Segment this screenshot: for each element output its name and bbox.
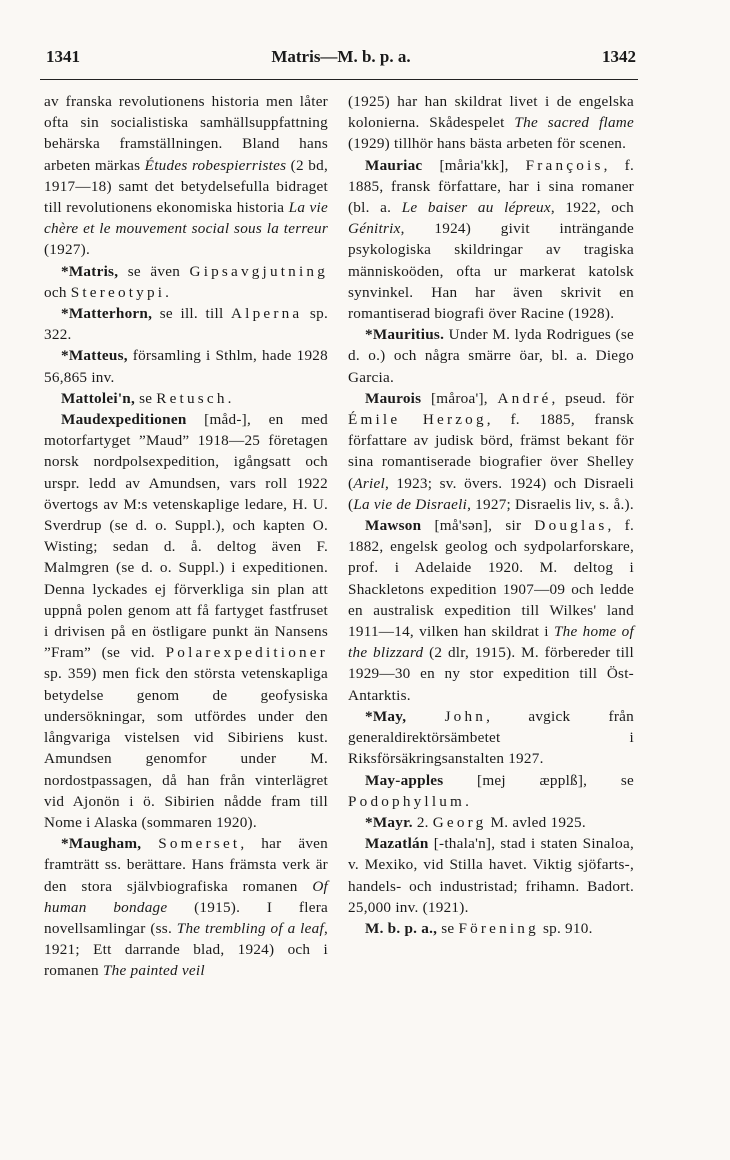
entry-headword: Maudexpeditionen (61, 411, 187, 429)
entry-text: , 1924) givit inträngande psykologiska skildringar av tragiska människoöden, ofta ur markerat katolsk synvinkel. Han har även skrivit en romantiserad biografi över Racine (1928). (348, 220, 634, 323)
page-number-left: 1341 (46, 47, 80, 66)
spaced-name: Polarexpeditioner (165, 644, 328, 662)
entry-headword: *Matris, (61, 262, 119, 280)
entry-headword: Mazatlán (365, 835, 429, 853)
entry-text: (1929) tillhör hans bästa arbeten för scenen. (348, 135, 627, 153)
spaced-name: Förening (458, 919, 539, 937)
italic-title: Études robespierristes (144, 156, 287, 174)
entry-headword: Mattolei'n, (61, 389, 136, 407)
entry-text: (2 bd, 1917—18) samt det betydelsefulla bidraget till revolutionens ekonomiska historia (44, 156, 328, 217)
entry-text (406, 708, 444, 725)
dictionary-entry (348, 324, 634, 388)
entry-text: se även (118, 262, 190, 280)
entry-headword: May-apples (365, 771, 444, 789)
spaced-name: André (497, 389, 552, 407)
entry-text: 2. (412, 813, 433, 831)
dictionary-entry (44, 345, 328, 387)
italic-title: The home of the blizzard (348, 623, 634, 662)
entry-text: , 1927; Disraelis liv, s. å.). (467, 495, 634, 513)
entry-text (141, 835, 158, 852)
dictionary-entry (348, 833, 634, 918)
spaced-name: Podophyllum (348, 792, 466, 810)
dictionary-entry (44, 409, 328, 833)
entry-headword: *May, (365, 707, 407, 725)
entry-headword: *Maugham, (61, 835, 142, 853)
italic-title: Génitrix (348, 220, 401, 238)
entry-text: , 1923; sv. övers. 1924) och Disraeli ( (348, 474, 634, 513)
entry-text: av franska revolutionens historia men låter ofta sin socialistiska samhällsuppfattning behärska framställningen. Bland hans arbeten märkas (44, 93, 328, 174)
right-column (348, 91, 634, 939)
entry-text: sp. 359) men fick den största vetenskapliga betydelse genom de geofysiska undersökningar, som utfördes under den långvariga vistelsen vid Sibiriens kust. Amundsen genomfor under M. nordostpassagen, då han från vinterlägret vid Ajonön i ö. Sibirien nådde fram till Nome i Alaska (sommaren 1920). (44, 665, 328, 831)
italic-title: La vie chère et le mouvement social sous la terreur (44, 199, 328, 238)
entry-text: (1927). (44, 241, 91, 259)
entry-headword: *Mauritius. (365, 326, 445, 344)
italic-title: Of human bondage (44, 877, 328, 916)
entry-text: . (165, 283, 170, 301)
entry-text: och (44, 283, 71, 301)
italic-title: La vie de Disraeli (353, 495, 468, 513)
spaced-name: Somerset (158, 835, 241, 853)
entry-text: [mej æpplß], se (443, 771, 634, 789)
entry-headword: *Matteus, (61, 347, 128, 365)
entry-text: (1915). I flera novellsamlingar (ss. (44, 898, 328, 937)
entry-headword: *Matterhorn, (61, 305, 153, 323)
entry-text: [må'sən], sir (421, 517, 535, 535)
entry-headword: Mauriac (365, 156, 423, 174)
italic-title: The painted veil (102, 962, 205, 980)
dictionary-entry (348, 770, 634, 812)
spaced-name: Retusch (156, 389, 228, 407)
entry-text: [måroa'], (421, 389, 498, 407)
entry-headword: Mawson (365, 517, 422, 535)
dictionary-entry (348, 155, 634, 325)
spaced-name: John (444, 707, 487, 725)
entry-text: [-thala'n], stad i staten Sinaloa, v. Mexiko, vid Stilla havet. Viktig sjöfarts-, handels- och industristad; frihamn. Badort. 25,000 inv. (1921). (348, 835, 634, 916)
dictionary-entry (348, 812, 634, 833)
entry-text: [måria'kk], (422, 156, 526, 174)
entry-text: sp. 910. (538, 919, 593, 937)
running-header (46, 47, 636, 77)
italic-title: The sacred flame (514, 114, 634, 132)
entry-text: , f. 1885, fransk författare, har i sina romaner (bl. a. (348, 156, 634, 217)
continued-paragraph (348, 91, 634, 155)
entry-text: , pseud. för (551, 389, 634, 407)
entry-text: (1925) har han skildrat livet i de engelska kolonierna. Skådespelet (348, 93, 634, 132)
italic-title: Ariel (353, 474, 385, 492)
header-rule (40, 79, 638, 80)
dictionary-entry (348, 388, 634, 515)
spaced-name: François (525, 156, 604, 174)
italic-title: The trembling of a leaf (176, 919, 324, 937)
italic-title: Le baiser au lépreux (401, 199, 551, 217)
entry-text: . (227, 389, 232, 407)
dictionary-entry (348, 918, 634, 939)
spaced-name: Georg (432, 813, 487, 831)
spaced-name: Gipsavgjutning (189, 262, 328, 280)
page-number-right: 1342 (602, 47, 636, 66)
entry-text: , f. 1885, fransk författare av judisk börd, främst bekant för sina romantiserade biografier över Shelley ( (348, 411, 634, 492)
dictionary-entry (44, 303, 328, 345)
entry-text: . (465, 792, 470, 810)
entry-text: församling i Sthlm, hade 1928 56,865 inv. (44, 347, 328, 386)
dictionary-entry (44, 261, 328, 303)
left-column (44, 91, 328, 982)
dictionary-entry (44, 833, 328, 981)
dictionary-entry (348, 515, 634, 706)
entry-text: sp. 322. (44, 305, 328, 344)
running-title: Matris—M. b. p. a. (271, 47, 411, 66)
entry-text: (2 dlr, 1915). M. förbereder till 1929—30 en ny stor expedition till Öst-Antarktis. (348, 644, 634, 704)
dictionary-entry (44, 388, 328, 409)
entry-text: se (437, 919, 459, 937)
entry-text: Under M. lyda Rodrigues (se d. o.) och några smärre öar, bl. a. Diego Garcia. (348, 326, 634, 386)
spaced-name: Stereotypi (70, 283, 166, 301)
entry-headword: *Mayr. (365, 813, 413, 831)
spaced-name: Alperna (231, 305, 303, 323)
dictionary-entry (348, 706, 634, 770)
entry-text: , 1922, och (550, 199, 634, 217)
entry-text: , avgick från generaldirektörsämbetet i Riksförsäkringsanstalten 1927. (348, 707, 635, 768)
entry-headword: Maurois (365, 389, 422, 407)
entry-text: , f. 1882, engelsk geolog och sydpolarforskare, prof. i Adelaide 1920. M. deltog i Shackletons expedition 1907—09 och ledde en australisk expedition till Wilkes' land 1911—14, vilken han skildrat i (348, 517, 634, 641)
entry-text: se (135, 389, 157, 407)
continued-paragraph (44, 91, 328, 261)
entry-text: , 1921; Ett darrande blad, 1924) och i romanen (44, 919, 328, 980)
spaced-name: Émile Herzog (348, 411, 487, 429)
entry-text: [måd-], en med motorfartyget ”Maud” 1918—25 företagen norsk nordpolsexpedition, igångsatt och urspr. ledd av Amundsen, vars roll 1922 övertogs av M:s vetenskaplige ledare, H. U. Sverdrup (se d. o. Suppl.), och kapten O. Wisting; sedan d. å. deltog även F. Malmgren (se d. o. Suppl.) i expeditionen. Denna lyckades ej förverkliga sin plan att uppnå polen genom att få fartyget fastfruset i drivisen på en östligare punkt än Nansens ”Fram” (se vid. (44, 411, 328, 662)
entry-text: se ill. till (152, 305, 232, 323)
spaced-name: Douglas (534, 517, 608, 535)
entry-headword: M. b. p. a., (365, 919, 438, 937)
entry-text: M. avled 1925. (486, 813, 586, 831)
entry-text: , har även framträtt ss. berättare. Hans främsta verk är den stora självbiografiska romanen (44, 835, 329, 895)
